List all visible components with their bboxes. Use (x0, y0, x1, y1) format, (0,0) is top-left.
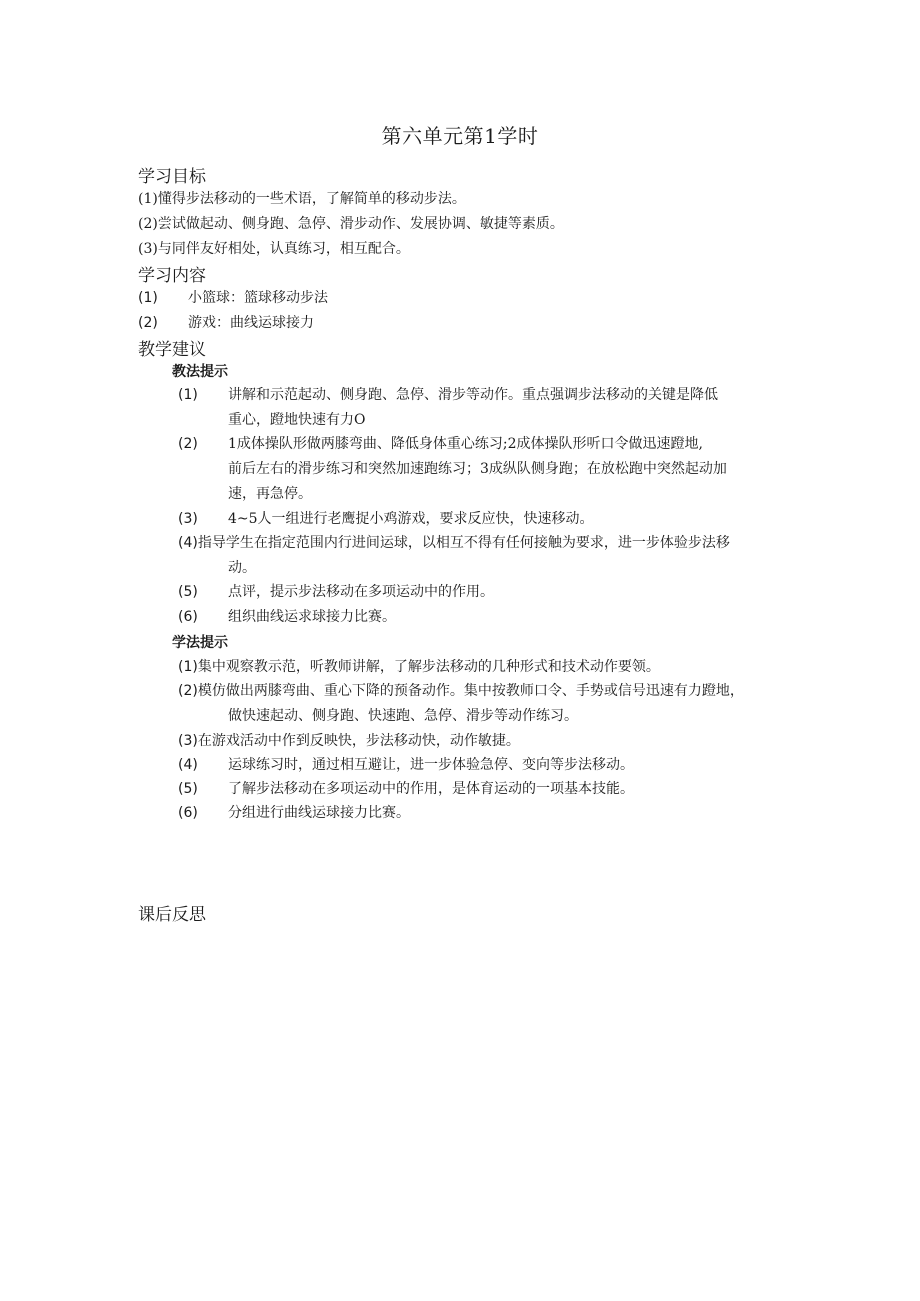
content-item-1 (138, 287, 328, 307)
learning-item-3 (178, 729, 520, 754)
learning-item-4 (178, 753, 634, 778)
teaching-tips-heading: 教法提示 (172, 364, 228, 380)
learning-item-1-line-1: 集中观察教示范，听教师讲解，了解步法移动的几种形式和技术动作要领。 (197, 659, 660, 675)
page-title: 第六单元第1学时 (381, 124, 539, 148)
teaching-item-6-number: (6) (178, 609, 198, 625)
teaching-item-5-line-1: 点评，提示步法移动在多项运动中的作用。 (228, 584, 494, 600)
learning-item-6 (178, 801, 410, 826)
objective-item-1: (1)懂得步法移动的一些术语，了解简单的移动步法。 (138, 191, 466, 207)
teaching-item-4-line-1: 指导学生在指定范围内行进间运球，以相互不得有任何接触为要求，进一步体验步法移 (197, 535, 730, 551)
content-item-2-text: 游戏：曲线运球接力 (188, 315, 314, 331)
content-item-2 (138, 312, 314, 332)
teaching-item-3 (178, 507, 594, 532)
teaching-item-5-number: (5) (178, 584, 198, 600)
content-item-1-text: 小篮球：篮球移动步法 (188, 290, 328, 306)
teaching-item-3-number: (3) (178, 511, 198, 527)
teaching-item-6-line-1: 组织曲线运求球接力比赛。 (228, 609, 396, 625)
learning-item-2-line-1: 模仿做出两膝弯曲、重心下降的预备动作。集中按教师口令、手势或信号迅速有力蹬地， (197, 683, 744, 699)
reflection-heading: 课后反思 (138, 905, 206, 925)
content-heading: 学习内容 (138, 266, 206, 286)
teaching-item-1-number: (1) (178, 387, 198, 403)
learning-item-3-number: (3) (178, 733, 198, 749)
content-item-1-number: (1) (138, 290, 158, 306)
learning-item-5-number: (5) (178, 781, 198, 797)
learning-item-2-line-2: 做快速起动、侧身跑、快速跑、急停、滑步等动作练习。 (228, 708, 578, 724)
teaching-item-2-line-1: 1成体操队形做两膝弯曲、降低身体重心练习;2成体操队形听口令做迅速蹬地, (228, 436, 703, 452)
teaching-item-4 (178, 531, 730, 556)
objective-item-2: (2)尝试做起动、侧身跑、急停、滑步动作、发展协调、敏捷等素质。 (138, 216, 564, 232)
suggestions-heading: 教学建议 (138, 340, 206, 360)
learning-item-2 (178, 679, 744, 704)
content-item-2-number: (2) (138, 315, 158, 331)
teaching-item-4-line-2: 动。 (228, 560, 256, 576)
objectives-heading: 学习目标 (138, 167, 206, 187)
learning-tips-heading: 学法提示 (172, 635, 228, 651)
learning-item-6-number: (6) (178, 805, 198, 821)
teaching-item-1-line-1: 讲解和示范起动、侧身跑、急停、滑步等动作。重点强调步法移动的关键是降低 (228, 387, 718, 403)
teaching-item-1 (178, 383, 718, 408)
learning-item-5 (178, 777, 634, 802)
teaching-item-3-line-1: 4~5人一组进行老鹰捉小鸡游戏，要求反应快，快速移动。 (228, 511, 594, 527)
learning-item-1-number: (1) (178, 659, 198, 675)
learning-item-4-line-1: 运球练习时，通过相互避让，进一步体验急停、变向等步法移动。 (228, 757, 634, 773)
learning-item-4-number: (4) (178, 757, 198, 773)
teaching-item-4-number: (4) (178, 535, 198, 551)
teaching-item-2-number: (2) (178, 436, 198, 452)
teaching-item-6 (178, 605, 396, 630)
learning-item-5-line-1: 了解步法移动在多项运动中的作用，是体育运动的一项基本技能。 (228, 781, 634, 797)
learning-item-6-line-1: 分组进行曲线运球接力比赛。 (228, 805, 410, 821)
teaching-item-2 (178, 432, 703, 457)
learning-item-2-number: (2) (178, 683, 198, 699)
teaching-item-2-line-2: 前后左右的滑步练习和突然加速跑练习；3成纵队侧身跑；在放松跑中突然起动加 (228, 461, 727, 477)
objective-item-3: (3)与同伴友好相处，认真练习，相互配合。 (138, 241, 410, 257)
teaching-item-1-line-2: 重心，蹬地快速有力O (228, 412, 366, 428)
teaching-item-5 (178, 580, 494, 605)
teaching-item-2-line-3: 速，再急停。 (228, 486, 312, 502)
learning-item-3-line-1: 在游戏活动中作到反映快，步法移动快，动作敏捷。 (197, 733, 520, 749)
learning-item-1 (178, 655, 660, 680)
